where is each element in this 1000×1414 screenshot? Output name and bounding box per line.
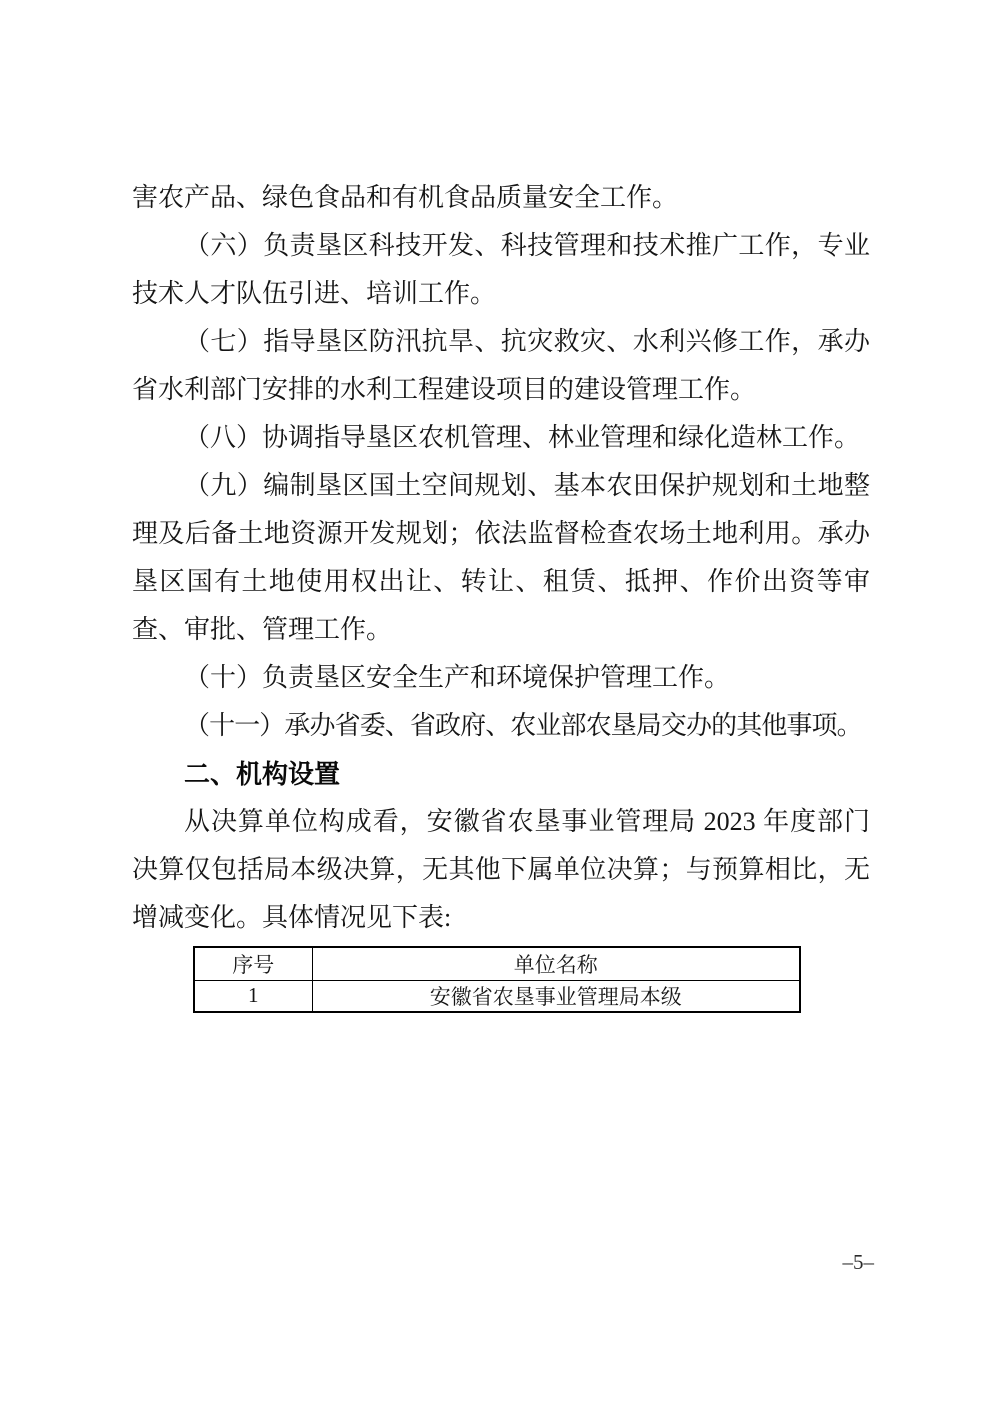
overview-paragraph: 从决算单位构成看，安徽省农垦事业管理局 2023 年度部门决算仅包括局本级决算，无其他下属单位决算；与预算相比，无增减变化。具体情况见下表: [132,807,870,932]
section-heading: 二、机构设置 [184,759,341,789]
cell-seq: 1 [194,980,312,1012]
table-header-unit-name: 单位名称 [312,947,800,980]
table-row [194,980,800,1012]
paragraph-duty-9: （九）编制垦区国土空间规划、基本农田保护规划和土地整理及后备土地资源开发规划；依法监督检查农场土地利用。承办垦区国有土地使用权出让、转让、租赁、抵押、作价出资等审查、审批、管理工作。 [132,471,870,644]
paragraph-duty-8: （八）协调指导垦区农机管理、林业管理和绿化造林工作。 [184,423,861,452]
page-number: –5– [842,1250,874,1274]
table-header-row [194,947,800,980]
paragraph-duty-7: （七）指导垦区防汛抗旱、抗灾救灾、水利兴修工作，承办省水利部门安排的水利工程建设项目的建设管理工作。 [132,327,870,404]
paragraph-duty-6: （六）负责垦区科技开发、科技管理和技术推广工作，专业技术人才队伍引进、培训工作。 [132,231,870,308]
paragraph-duty-11: （十一）承办省委、省政府、农业部农垦局交办的其他事项。 [184,711,862,740]
cell-unit-name: 安徽省农垦事业管理局本级 [312,980,800,1012]
body-text [132,174,870,1013]
paragraph-duty-10: （十）负责垦区安全生产和环境保护管理工作。 [184,663,731,692]
units-table [193,946,801,1013]
paragraph-continuation: 害农产品、绿色食品和有机食品质量安全工作。 [132,183,679,212]
table-header-seq: 序号 [194,947,312,980]
